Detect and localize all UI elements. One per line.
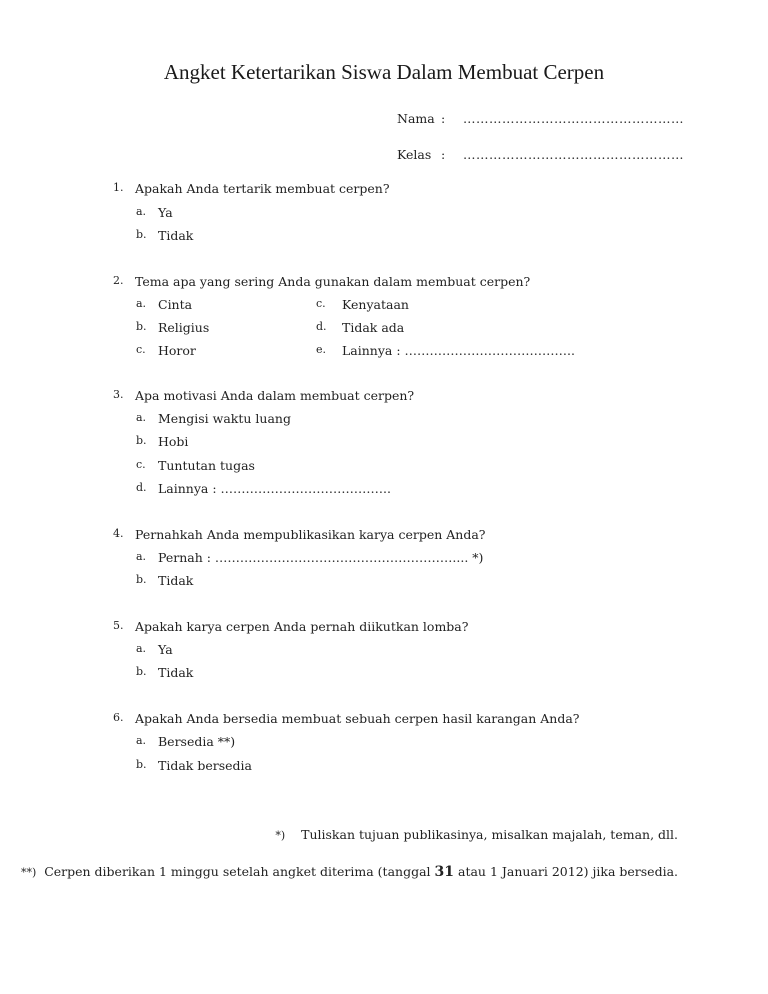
option-letter: c. bbox=[136, 343, 146, 356]
name-label: Nama bbox=[397, 111, 435, 126]
option-letter: a. bbox=[136, 297, 147, 310]
option-letter: b. bbox=[136, 758, 147, 771]
option-letter: e. bbox=[316, 343, 327, 356]
class-field bbox=[397, 147, 684, 162]
question-text: Apakah karya cerpen Anda pernah diikutkan lomba? bbox=[135, 619, 469, 634]
question-text: Apa motivasi Anda dalam membuat cerpen? bbox=[135, 388, 415, 403]
class-blank: …………………………………………… bbox=[462, 147, 684, 162]
footnote-text-start: Cerpen diberikan 1 minggu setelah angket diterima (tanggal bbox=[44, 864, 431, 879]
option-text: Lainnya : ………………………………….. bbox=[342, 343, 575, 358]
option-text: Cinta bbox=[158, 297, 193, 312]
question-text: Apakah Anda bersedia membuat sebuah cerpen hasil karangan Anda? bbox=[135, 711, 580, 726]
question-text: Pernahkah Anda mempublikasikan karya cerpen Anda? bbox=[135, 527, 486, 542]
footnote-1 bbox=[275, 827, 678, 842]
question-number: 2. bbox=[113, 274, 124, 287]
option-letter: c. bbox=[316, 297, 326, 310]
option-letter: b. bbox=[136, 320, 147, 333]
class-label: Kelas bbox=[397, 147, 432, 162]
option-text: Tidak bbox=[158, 573, 194, 588]
footnote-mark: *) bbox=[275, 829, 286, 842]
option-letter: b. bbox=[136, 665, 147, 678]
name-field bbox=[397, 111, 684, 126]
option-letter: a. bbox=[136, 734, 147, 747]
option-text: Horor bbox=[158, 343, 196, 358]
footnote-text-end: atau 1 Januari 2012) jika bersedia. bbox=[458, 864, 678, 879]
question-text: Tema apa yang sering Anda gunakan dalam membuat cerpen? bbox=[135, 274, 531, 289]
option-letter: b. bbox=[136, 228, 147, 241]
option-text: Tidak bbox=[158, 665, 194, 680]
question-number: 3. bbox=[113, 388, 124, 401]
option-text: Tuntutan tugas bbox=[158, 458, 255, 473]
option-letter: b. bbox=[136, 434, 147, 447]
question-number: 6. bbox=[113, 711, 124, 724]
option-text: Mengisi waktu luang bbox=[158, 411, 291, 426]
footnote-text: Tuliskan tujuan publikasinya, misalkan majalah, teman, dll. bbox=[301, 827, 678, 842]
question-number: 4. bbox=[113, 527, 124, 540]
class-colon: : bbox=[440, 147, 446, 162]
option-text: Kenyataan bbox=[342, 297, 409, 312]
option-letter: a. bbox=[136, 205, 147, 218]
footnote-2 bbox=[21, 864, 678, 880]
option-text: Religius bbox=[158, 320, 210, 335]
question-number: 5. bbox=[113, 619, 124, 632]
footnote-date-number: 31 bbox=[434, 864, 455, 880]
option-letter: d. bbox=[316, 320, 327, 333]
option-letter: b. bbox=[136, 573, 147, 586]
name-colon: : bbox=[440, 111, 446, 126]
option-letter: a. bbox=[136, 550, 147, 563]
question-number: 1. bbox=[113, 181, 124, 194]
question-text: Apakah Anda tertarik membuat cerpen? bbox=[135, 181, 390, 196]
footnote-mark: **) bbox=[20, 866, 37, 879]
option-text: Tidak ada bbox=[342, 320, 405, 335]
option-text: Tidak bersedia bbox=[158, 758, 252, 773]
option-text: Hobi bbox=[158, 434, 189, 449]
option-text: Ya bbox=[158, 205, 173, 220]
option-text: Pernah : ………………………………………………….... *) bbox=[158, 550, 484, 565]
page-title: Angket Ketertarikan Siswa Dalam Membuat Cerpen bbox=[163, 60, 605, 84]
option-letter: d. bbox=[136, 481, 147, 494]
option-letter: a. bbox=[136, 642, 147, 655]
option-letter: c. bbox=[136, 458, 146, 471]
name-blank: …………………………………………… bbox=[462, 111, 684, 126]
option-text: Bersedia **) bbox=[158, 734, 236, 749]
option-text: Ya bbox=[158, 642, 173, 657]
option-text: Lainnya : ………………………………….. bbox=[158, 481, 391, 496]
option-text: Tidak bbox=[158, 228, 194, 243]
option-letter: a. bbox=[136, 411, 147, 424]
